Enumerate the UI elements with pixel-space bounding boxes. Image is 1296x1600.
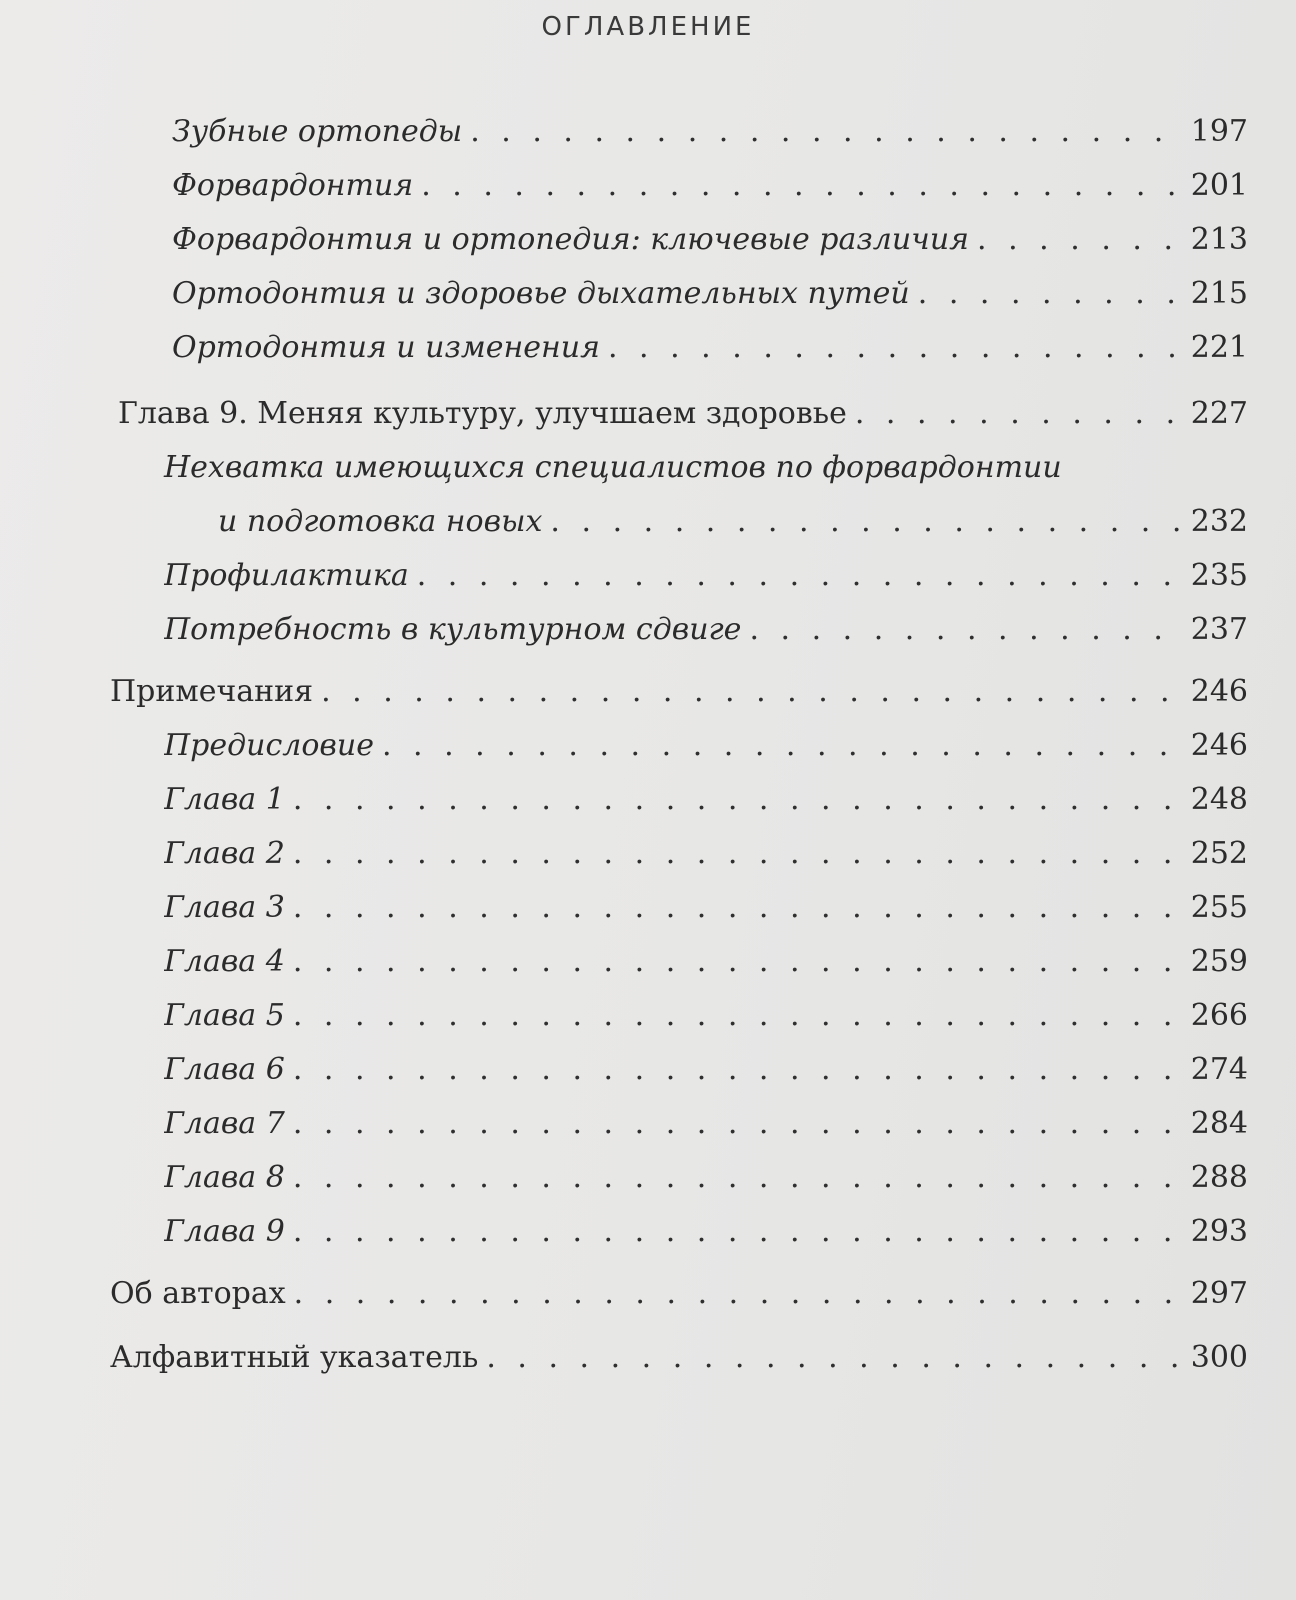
toc-leader-dots bbox=[293, 780, 1180, 820]
toc-entry-page: 221 bbox=[1190, 330, 1248, 365]
toc-entry-page: 215 bbox=[1190, 276, 1248, 311]
toc-leader-dots bbox=[293, 942, 1180, 982]
toc-entry-label: Форвардонтия bbox=[172, 168, 414, 203]
toc-entry-page: 300 bbox=[1190, 1340, 1248, 1375]
toc-entry-label: Примечания bbox=[110, 674, 314, 709]
toc-entry-page: 213 bbox=[1190, 222, 1248, 257]
toc-entry bbox=[164, 1158, 1248, 1198]
toc-entry-page: 197 bbox=[1190, 114, 1248, 149]
toc-entry-page: 248 bbox=[1190, 782, 1248, 817]
toc-entry bbox=[164, 888, 1248, 928]
toc-leader-dots bbox=[293, 834, 1180, 874]
toc-entry-label-line1: Нехватка имеющихся специалистов по форвардонтии bbox=[164, 450, 1062, 485]
toc-entry bbox=[164, 556, 1248, 596]
toc-entry-label: Ортодонтия и изменения bbox=[172, 330, 600, 365]
toc-entry-page: 255 bbox=[1190, 890, 1248, 925]
toc-entry bbox=[164, 996, 1248, 1036]
page-header-title: ОГЛАВЛЕНИЕ bbox=[541, 12, 755, 42]
toc-entry-label: Форвардонтия и ортопедия: ключевые различия bbox=[172, 222, 970, 257]
toc-entry bbox=[218, 502, 1248, 542]
toc-leader-dots bbox=[486, 1338, 1180, 1378]
toc-entry-label: Глава 6 bbox=[164, 1052, 285, 1087]
toc-entry bbox=[172, 166, 1248, 206]
toc-entry-page: 232 bbox=[1190, 504, 1248, 539]
toc-leader-dots bbox=[855, 394, 1180, 434]
toc-leader-dots bbox=[293, 1158, 1180, 1198]
toc-entry bbox=[164, 942, 1248, 982]
toc-leader-dots bbox=[382, 726, 1180, 766]
toc-leader-dots bbox=[918, 274, 1180, 314]
toc-entry bbox=[164, 726, 1248, 766]
toc-entry-label: Потребность в культурном сдвиге bbox=[164, 612, 742, 647]
toc-entry-label: Глава 9. Меняя культуру, улучшаем здоровье bbox=[118, 396, 847, 431]
toc-entry-label: Профилактика bbox=[164, 558, 409, 593]
toc-entry-page: 246 bbox=[1190, 674, 1248, 709]
toc-leader-dots bbox=[417, 556, 1180, 596]
toc-entry-label: Ортодонтия и здоровье дыхательных путей bbox=[172, 276, 910, 311]
toc-entry bbox=[164, 610, 1248, 650]
toc-chapter-entry bbox=[110, 1274, 1248, 1314]
toc-entry-page: 246 bbox=[1190, 728, 1248, 763]
toc-entry-page: 201 bbox=[1190, 168, 1248, 203]
toc-entry-label: Глава 1 bbox=[164, 782, 285, 817]
toc-chapter-entry bbox=[110, 672, 1248, 712]
toc-entry bbox=[164, 834, 1248, 874]
toc-entry-page: 227 bbox=[1190, 396, 1248, 431]
toc-entry-label: Глава 7 bbox=[164, 1106, 285, 1141]
toc-entry bbox=[172, 274, 1248, 314]
toc-entry-label: Зубные ортопеды bbox=[172, 114, 463, 149]
toc-entry-page: 259 bbox=[1190, 944, 1248, 979]
toc-entry bbox=[164, 780, 1248, 820]
toc-entry-page: 293 bbox=[1190, 1214, 1248, 1249]
toc-chapter-entry bbox=[118, 394, 1248, 434]
toc-leader-dots bbox=[293, 996, 1180, 1036]
toc-entry-page: 237 bbox=[1190, 612, 1248, 647]
toc-leader-dots bbox=[749, 610, 1180, 650]
toc-entry bbox=[164, 1104, 1248, 1144]
toc-entry-page: 266 bbox=[1190, 998, 1248, 1033]
toc-leader-dots bbox=[293, 1050, 1180, 1090]
toc-entry-label: Глава 4 bbox=[164, 944, 285, 979]
toc-entry bbox=[172, 220, 1248, 260]
toc-entry-page: 274 bbox=[1190, 1052, 1248, 1087]
toc-leader-dots bbox=[977, 220, 1180, 260]
toc-leader-dots bbox=[421, 166, 1180, 206]
toc-leader-dots bbox=[608, 328, 1180, 368]
toc-leader-dots bbox=[293, 1212, 1180, 1252]
toc-leader-dots bbox=[294, 1274, 1180, 1314]
toc-entry-page: 297 bbox=[1190, 1276, 1248, 1311]
toc-leader-dots bbox=[293, 1104, 1180, 1144]
toc-leader-dots bbox=[321, 672, 1180, 712]
toc-entry-label: Об авторах bbox=[110, 1276, 286, 1311]
toc-entry-label: Глава 2 bbox=[164, 836, 285, 871]
toc-entry bbox=[172, 112, 1248, 152]
toc-entry bbox=[164, 1050, 1248, 1090]
toc-entry-label: и подготовка новых bbox=[218, 504, 543, 539]
toc-entry bbox=[172, 328, 1248, 368]
toc-leader-dots bbox=[550, 502, 1180, 542]
toc-entry-label: Глава 5 bbox=[164, 998, 285, 1033]
toc-entry-label: Глава 9 bbox=[164, 1214, 285, 1249]
toc-leader-dots bbox=[470, 112, 1180, 152]
toc-entry-label: Алфавитный указатель bbox=[110, 1340, 479, 1375]
toc-entry-page: 252 bbox=[1190, 836, 1248, 871]
toc-leader-dots bbox=[293, 888, 1180, 928]
toc-entry-page: 288 bbox=[1190, 1160, 1248, 1195]
toc-entry bbox=[164, 1212, 1248, 1252]
toc-entry-label: Глава 8 bbox=[164, 1160, 285, 1195]
toc-entry-page: 284 bbox=[1190, 1106, 1248, 1141]
toc-entry-page: 235 bbox=[1190, 558, 1248, 593]
toc-chapter-entry bbox=[110, 1338, 1248, 1378]
toc-entry-label: Глава 3 bbox=[164, 890, 285, 925]
toc-entry-label: Предисловие bbox=[164, 728, 374, 763]
